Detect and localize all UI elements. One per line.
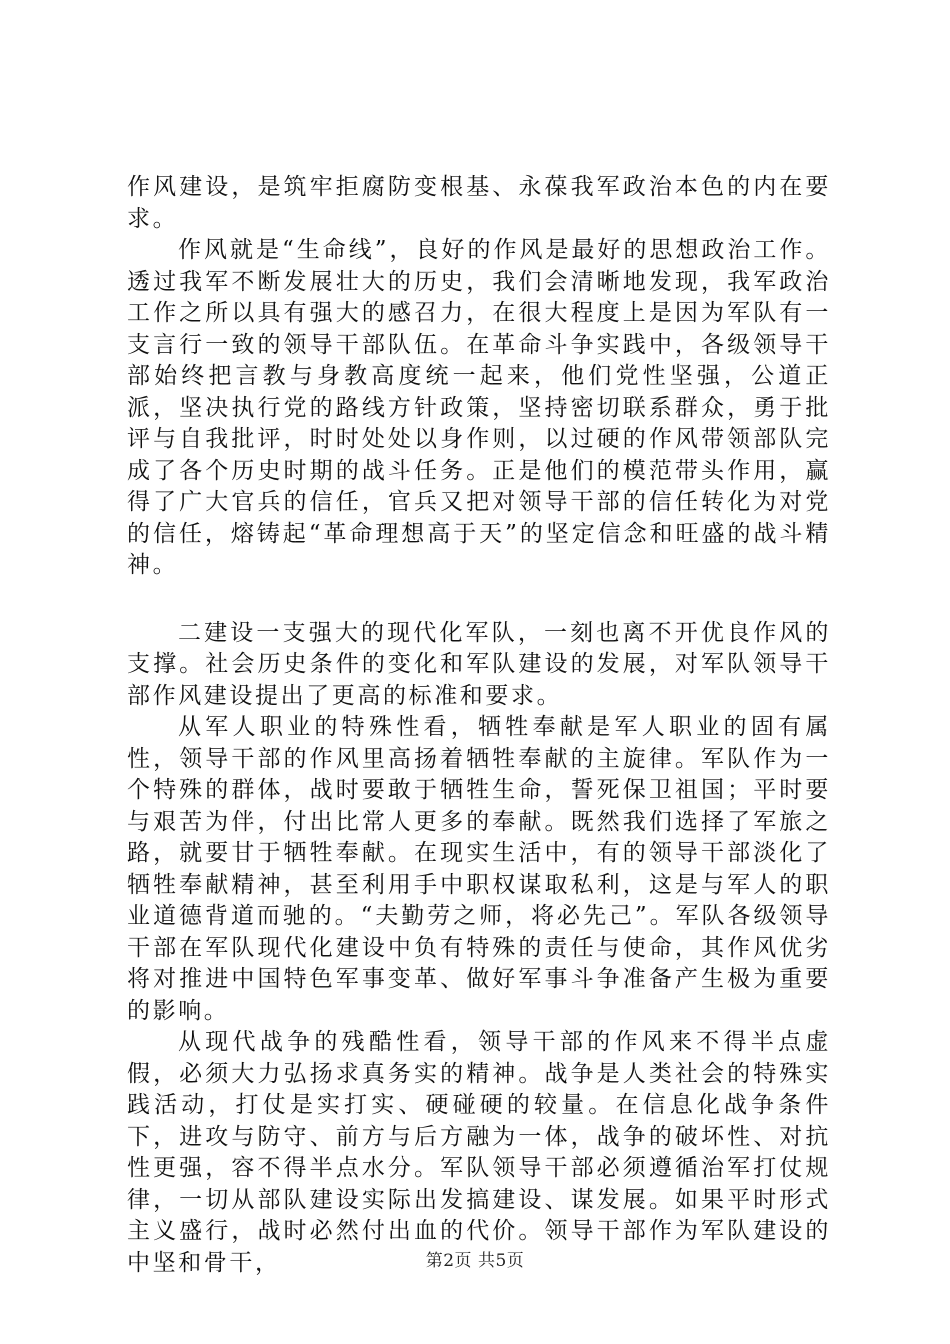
paragraph-2: 作风就是“生命线”，良好的作风是最好的思想政治工作。透过我军不断发展壮大的历史，我们会清晰地发现，我军政治工作之所以具有强大的感召力，在很大程度上是因为军队有一支言行一致的领导干部队伍。在革命斗争实践中，各级领导干部始终把言教与身教高度统一起来，他们党性坚强，公道正派，坚决执行党的路线方针政策，坚持密切联系群众，勇于批评与自我批评，时时处处以身作则，以过硬的作风带领部队完成了各个历史时期的战斗任务。正是他们的模范带头作用，赢得了广大官兵的信任，官兵又把对领导干部的信任转化为对党的信任，熔铸起“革命理想高于天”的坚定信念和旺盛的战斗精神。 [127,237,831,578]
paragraph-3: 二建设一支强大的现代化军队，一刻也离不开优良作风的支撑。社会历史条件的变化和军队建设的发展，对军队领导干部作风建设提出了更高的标准和要求。 [127,619,831,709]
document-body [127,172,831,1279]
paragraph-4: 从军人职业的特殊性看，牺牲奉献是军人职业的固有属性，领导干部的作风里高扬着牺牲奉献的主旋律。军队作为一个特殊的群体，战时要敢于牺牲生命，誓死保卫祖国；平时要与艰苦为伴，付出比常人更多的奉献。既然我们选择了军旅之路，就要甘于牺牲奉献。在现实生活中，有的领导干部淡化了牺牲奉献精神，甚至利用手中职权谋取私利，这是与军人的职业道德背道而驰的。“夫勤劳之师，将必先己”。军队各级领导干部在军队现代化建设中负有特殊的责任与使命，其作风优劣将对推进中国特色军事变革、做好军事斗争准备产生极为重要的影响。 [127,714,831,1024]
page-number-footer: 第2页 共5页 [425,1251,525,1271]
paragraph-1: 作风建设，是筑牢拒腐防变根基、永葆我军政治本色的内在要求。 [127,174,831,232]
paragraph-5: 从现代战争的残酷性看，领导干部的作风来不得半点虚假，必须大力弘扬求真务实的精神。战争是人类社会的特殊实践活动，打仗是实打实、硬碰硬的较量。在信息化战争条件下，进攻与防守、前方与后方融为一体，战争的破坏性、对抗性更强，容不得半点水分。军队领导干部必须遵循治军打仗规律，一切从部队建设实际出发搞建设、谋发展。如果平时形式主义盛行，战时必然付出血的代价。领导干部作为军队建设的中坚和骨干， [127,1029,831,1276]
